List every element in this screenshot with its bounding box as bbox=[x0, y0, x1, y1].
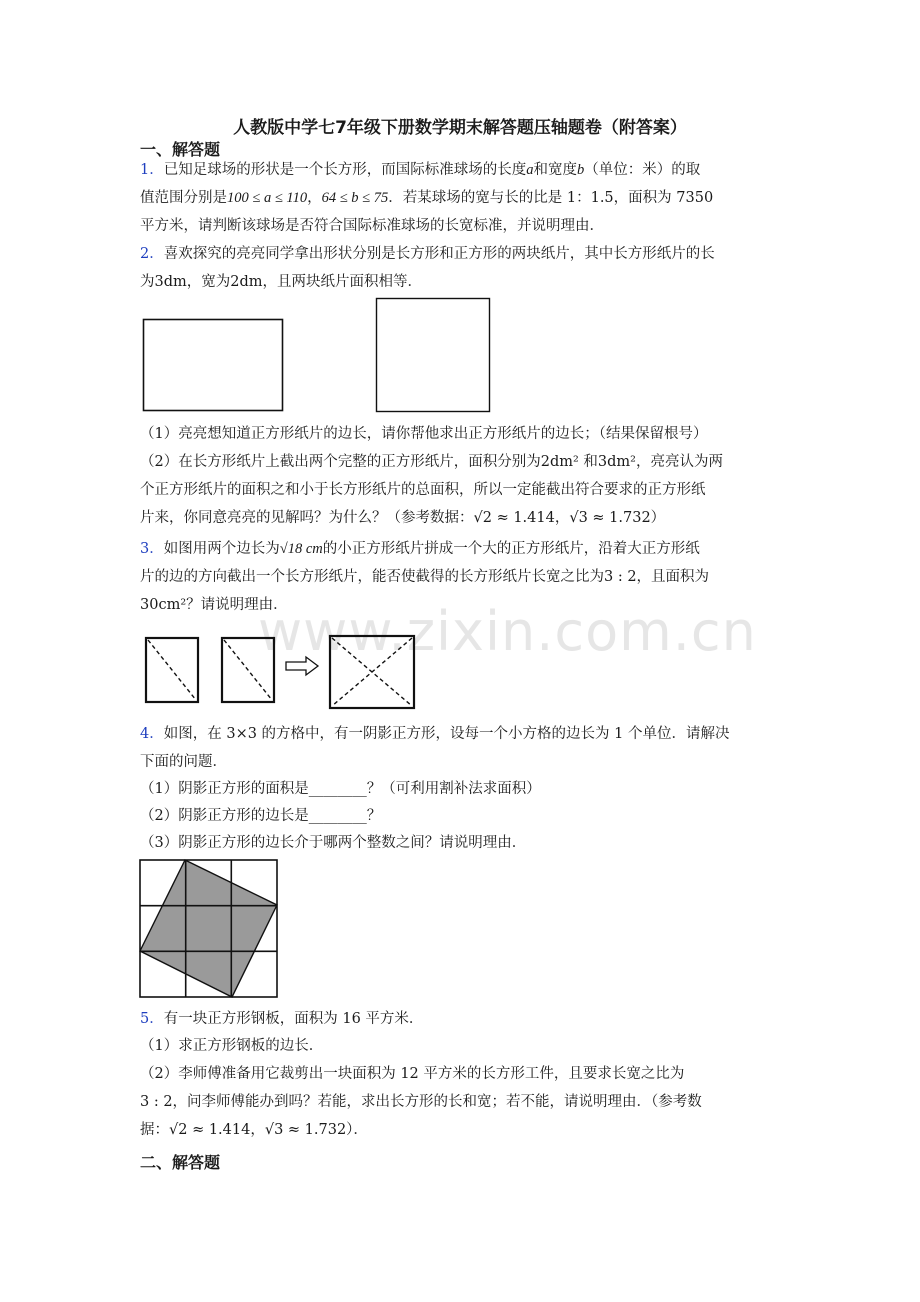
q5-line-1: 5．有一块正方形钢板，面积为 16 平方米． bbox=[140, 1011, 424, 1027]
q3-line-3: 30cm²？请说明理由． bbox=[140, 597, 288, 613]
small-square-2 bbox=[222, 638, 274, 702]
q2-line-1: 2．喜欢探究的亮亮同学拿出形状分别是长方形和正方形的两块纸片，其中长方形纸片的长 bbox=[140, 246, 715, 262]
q2-sub-2-line-1: （2）在长方形纸片上截出两个完整的正方形纸片，面积分别为2dm² 和3dm²，亮亮认为两 bbox=[140, 454, 723, 470]
q4-sub-3: （3）阴影正方形的边长介于哪两个整数之间？请说明理由． bbox=[140, 835, 527, 851]
q4-line-1: 4．如图，在 3×3 的方格中，有一阴影正方形，设每一个小方格的边长为 1 个单位．请解决 bbox=[140, 726, 730, 742]
q1-line-2: 值范围分别是100 ≤ a ≤ 110，64 ≤ b ≤ 75．若某球场的宽与长的比是 1：1.5，面积为 7350 bbox=[140, 190, 714, 206]
arrow-right-icon bbox=[286, 657, 318, 675]
q2-line-2: 为3dm，宽为2dm，且两块纸片面积相等． bbox=[140, 274, 423, 290]
q3-number: 3． bbox=[140, 541, 164, 557]
section-heading-1: 一、解答题 bbox=[140, 140, 221, 159]
q4-sub-1: （1）阴影正方形的面积是________？（可利用割补法求面积） bbox=[140, 781, 541, 797]
q2-sub-2-line-3: 片来，你同意亮亮的见解吗？为什么？（参考数据：√2 ≈ 1.414，√3 ≈ 1.732） bbox=[140, 510, 666, 526]
q4-line-2: 下面的问题． bbox=[140, 754, 227, 770]
q3-squares-figure bbox=[140, 632, 420, 712]
q3-line-2: 片的边的方向截出一个长方形纸片，能否使截得的长方形纸片长宽之比为3 : 2，且面积为 bbox=[140, 569, 710, 585]
small-square-1 bbox=[146, 638, 198, 702]
q4-sub-2: （2）阴影正方形的边长是________？ bbox=[140, 808, 382, 824]
q4-number: 4． bbox=[140, 726, 164, 742]
q2-number: 2． bbox=[140, 246, 164, 262]
q4-grid-figure bbox=[138, 856, 283, 1001]
q2-square-figure bbox=[374, 296, 494, 416]
q5-sub-1: （1）求正方形钢板的边长． bbox=[140, 1038, 324, 1054]
q3-root-expression: √18 cm bbox=[279, 541, 323, 557]
q5-sub-2-line-1: （2）李师傅准备用它裁剪出一块面积为 12 平方米的长方形工件，且要求长宽之比为 bbox=[140, 1066, 685, 1082]
q1-line-3: 平方米，请判断该球场是否符合国际标准球场的长宽标准，并说明理由． bbox=[140, 218, 604, 234]
watermark: www.zixin.com.cn bbox=[258, 600, 757, 663]
section-heading-2: 二、解答题 bbox=[140, 1153, 221, 1172]
q1-number: 1． bbox=[140, 162, 164, 178]
q5-sub-2-line-2: 3 : 2，问李师傅能办到吗？若能，求出长方形的长和宽；若不能，请说明理由．（参考数 bbox=[140, 1094, 702, 1110]
q2-sub-1: （1）亮亮想知道正方形纸片的边长，请你帮他求出正方形纸片的边长；（结果保留根号） bbox=[140, 426, 708, 442]
q3-line-1: 3．如图用两个边长为√18 cm的小正方形纸片拼成一个大的正方形纸片，沿着大正方形纸 bbox=[140, 541, 700, 557]
q1-line-1: 1．已知足球场的形状是一个长方形，而国际标准球场的长度a和宽度b（单位：米）的取 bbox=[140, 162, 701, 178]
shaded-square bbox=[140, 860, 277, 997]
large-square bbox=[330, 636, 414, 708]
page-title: 人教版中学七7年级下册数学期末解答题压轴题卷（附答案） bbox=[233, 118, 687, 138]
q5-number: 5． bbox=[140, 1011, 164, 1027]
q2-rectangle-figure bbox=[140, 316, 290, 416]
q5-sub-2-line-3: 据：√2 ≈ 1.414，√3 ≈ 1.732）． bbox=[140, 1122, 368, 1138]
q2-sub-2-line-2: 个正方形纸片的面积之和小于长方形纸片的总面积，所以一定能截出符合要求的正方形纸 bbox=[140, 482, 706, 498]
